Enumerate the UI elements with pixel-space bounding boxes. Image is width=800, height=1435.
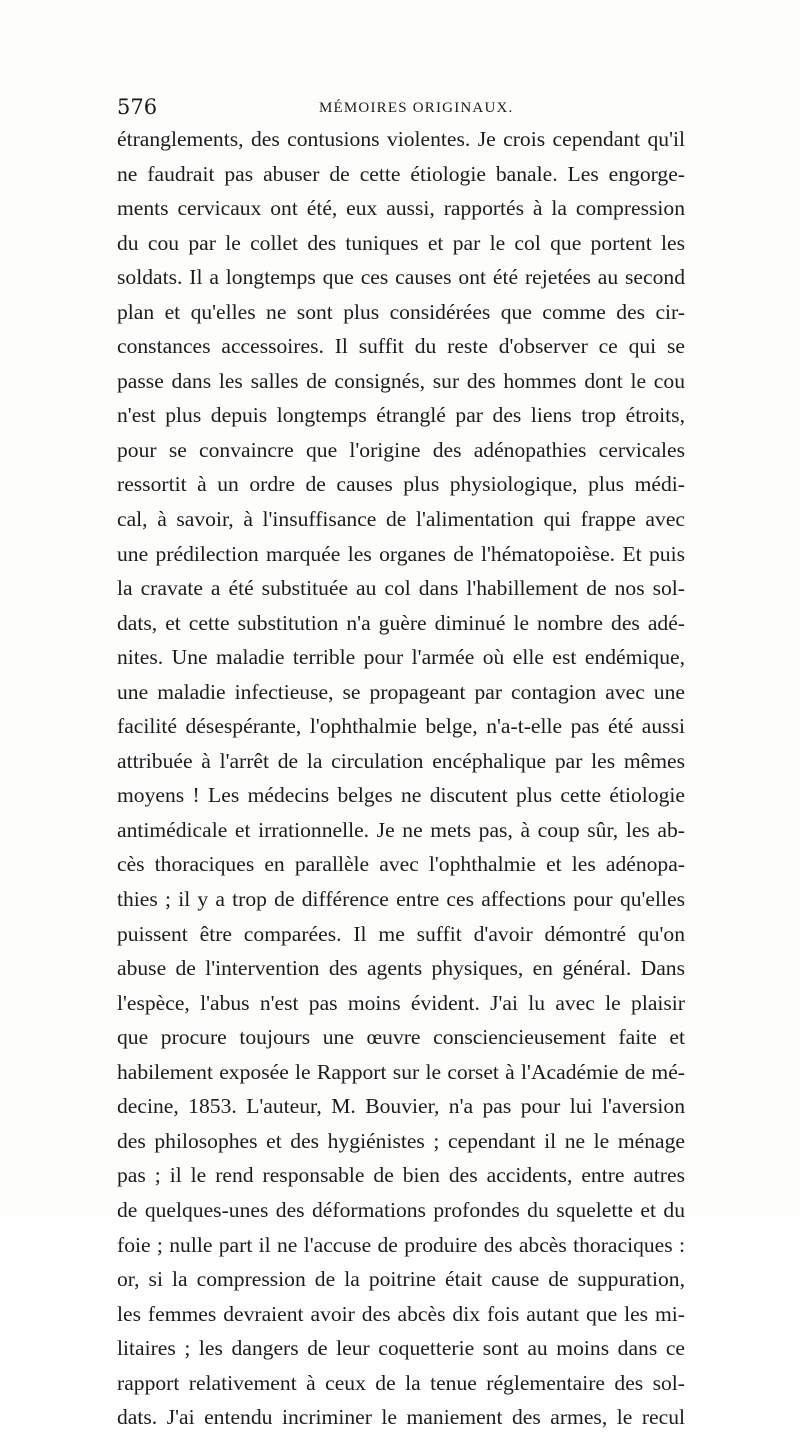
text-line: foie ; nulle part il ne l'accuse de produire des abcès thoraciques : xyxy=(117,1232,685,1257)
text-line: du cou par le collet des tuniques et par le col que portent les xyxy=(117,230,685,255)
text-line: pas ; il le rend responsable de bien des accidents, entre autres xyxy=(117,1163,685,1188)
text-line: habilement exposée le Rapport sur le corset à l'Académie de mé- xyxy=(117,1059,685,1084)
text-line: nites. Une maladie terrible pour l'armée où elle est endémique, xyxy=(117,645,685,670)
text-line: ne faudrait pas abuser de cette étiologie banale. Les engorge- xyxy=(117,161,685,186)
text-line: ments cervicaux ont été, eux aussi, rapportés à la compression xyxy=(117,196,685,221)
text-line: thies ; il y a trop de différence entre ces affections pour qu'elles xyxy=(117,887,685,912)
text-line: moyens ! Les médecins belges ne discutent plus cette étiologie xyxy=(117,783,685,808)
text-line: pour se convaincre que l'origine des adénopathies cervicales xyxy=(117,437,685,462)
text-line: litaires ; les dangers de leur coquetterie sont au moins dans ce xyxy=(117,1336,685,1361)
text-line: des philosophes et des hygiénistes ; cependant il ne le ménage xyxy=(117,1128,685,1153)
text-line: antimédicale et irrationnelle. Je ne mets pas, à coup sûr, les ab- xyxy=(117,817,685,842)
text-line: cal, à savoir, à l'insuffisance de l'alimentation qui frappe avec xyxy=(117,507,685,532)
running-head: MÉMOIRES ORIGINAUX. xyxy=(319,100,514,116)
text-line: dats, et cette substitution n'a guère diminué le nombre des adé- xyxy=(117,610,685,635)
text-line: attribuée à l'arrêt de la circulation encéphalique par les mêmes xyxy=(117,748,685,773)
text-line: une maladie infectieuse, se propageant par contagion avec une xyxy=(117,679,685,704)
text-line: la cravate a été substituée au col dans l'habillement de nos sol- xyxy=(117,576,685,601)
body-text xyxy=(117,122,685,1435)
text-line: constances accessoires. Il suffit du reste d'observer ce qui se xyxy=(117,334,685,359)
text-line: l'espèce, l'abus n'est pas moins évident. J'ai lu avec le plaisir xyxy=(117,990,685,1015)
text-line: facilité désespérante, l'ophthalmie belge, n'a-t-elle pas été aussi xyxy=(117,714,685,739)
text-line: cès thoraciques en parallèle avec l'ophthalmie et les adénopa- xyxy=(117,852,685,877)
text-line: étranglements, des contusions violentes. Je crois cependant qu'il xyxy=(117,127,685,151)
text-line: de quelques-unes des déformations profondes du squelette et du xyxy=(117,1197,685,1222)
page-header xyxy=(117,95,677,125)
text-line: passe dans les salles de consignés, sur des hommes dont le cou xyxy=(117,368,685,393)
text-line: abuse de l'intervention des agents physiques, en général. Dans xyxy=(117,956,685,981)
text-line: les femmes devraient avoir des abcès dix fois autant que les mi- xyxy=(117,1301,685,1326)
text-line: plan et qu'elles ne sont plus considérées que comme des cir- xyxy=(117,299,685,324)
text-line: n'est plus depuis longtemps étranglé par des liens trop étroits, xyxy=(117,403,685,428)
text-line: que procure toujours une œuvre consciencieusement faite et xyxy=(117,1025,685,1050)
text-line: soldats. Il a longtemps que ces causes ont été rejetées au second xyxy=(117,265,685,290)
text-line: dats. J'ai entendu incriminer le maniement des armes, le recul xyxy=(117,1405,685,1430)
text-line: puissent être comparées. Il me suffit d'avoir démontré qu'on xyxy=(117,921,685,946)
text-line: decine, 1853. L'auteur, M. Bouvier, n'a pas pour lui l'aversion xyxy=(117,1094,685,1119)
text-line: ressortit à un ordre de causes plus physiologique, plus médi- xyxy=(117,472,685,497)
text-line: une prédilection marquée les organes de l'hématopoièse. Et puis xyxy=(117,541,685,566)
text-line: rapport relativement à ceux de la tenue réglementaire des sol- xyxy=(117,1370,685,1395)
text-line: or, si la compression de la poitrine était cause de suppuration, xyxy=(117,1267,685,1292)
page-number: 576 xyxy=(117,95,158,119)
